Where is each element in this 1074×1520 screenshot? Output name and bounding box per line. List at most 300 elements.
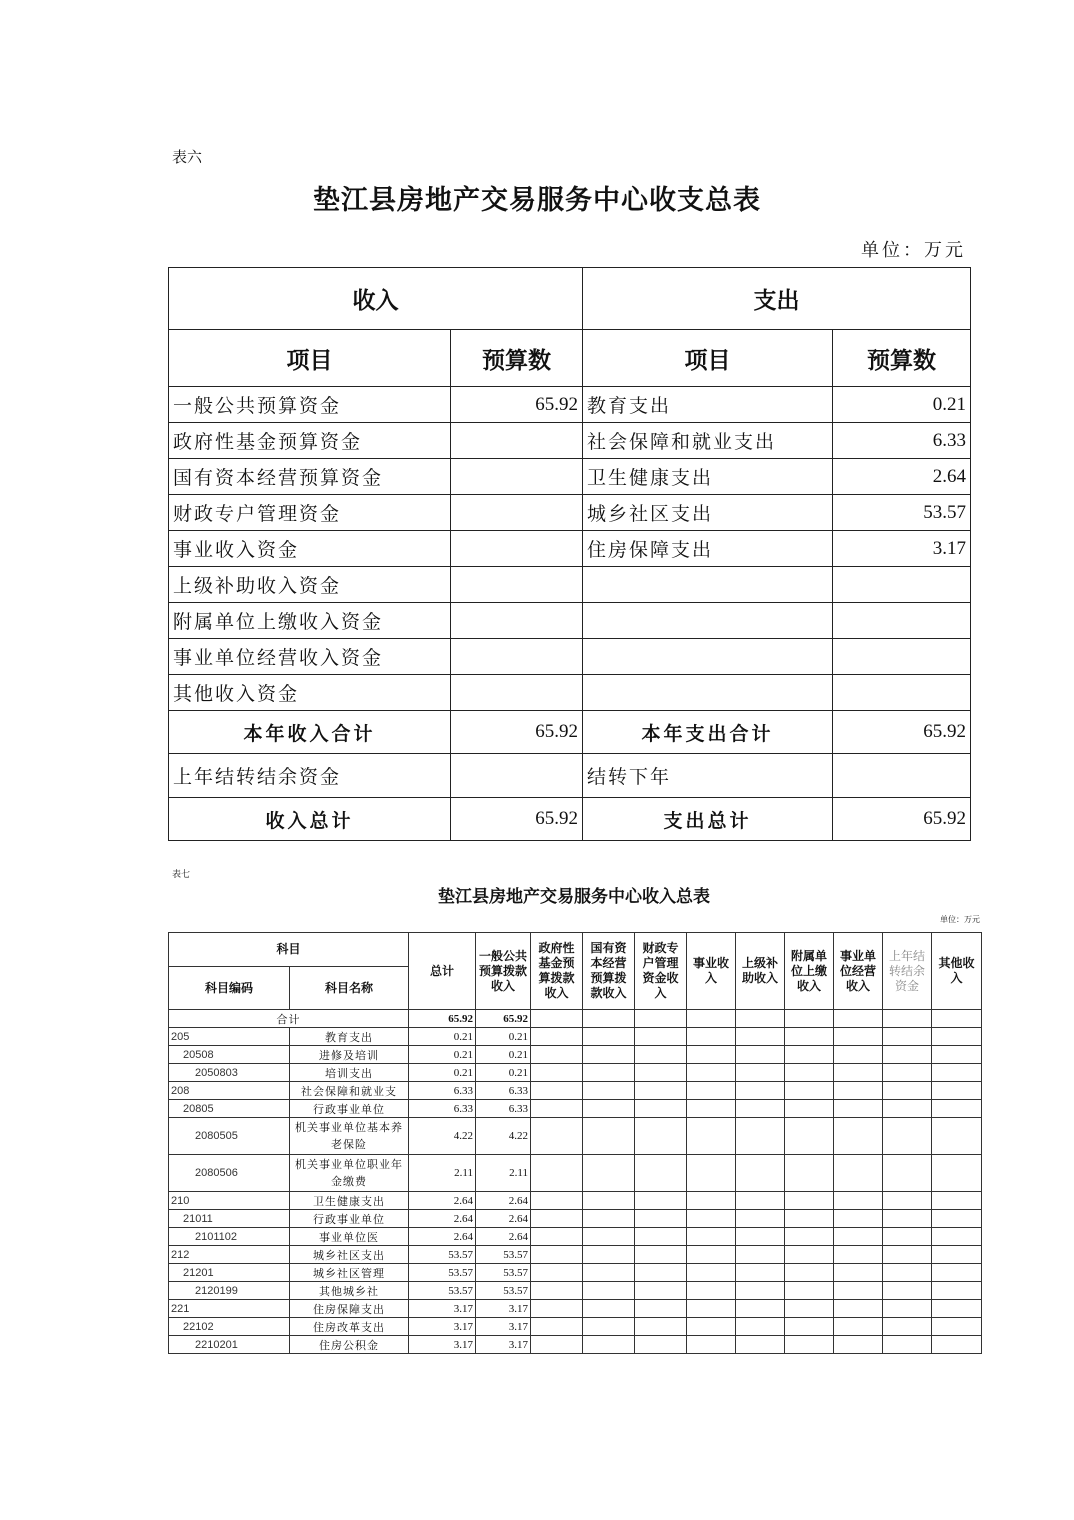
empty-cell <box>635 1192 687 1210</box>
subject-name-cell: 住房改革支出 <box>290 1318 409 1336</box>
empty-cell <box>883 1246 932 1264</box>
subject-code-cell: 2120199 <box>169 1282 290 1300</box>
empty-cell <box>883 1336 932 1354</box>
empty-cell <box>635 1336 687 1354</box>
empty-cell <box>583 1118 635 1155</box>
empty-cell <box>583 1082 635 1100</box>
business-income-header: 事业收入 <box>687 933 736 1010</box>
income-item-cell: 其他收入资金 <box>169 675 451 711</box>
empty-cell <box>583 1318 635 1336</box>
row-general-cell: 53.57 <box>476 1246 531 1264</box>
income-row <box>169 1155 982 1192</box>
empty-cell <box>785 1028 834 1046</box>
subject-name-cell: 社会保障和就业支 <box>290 1082 409 1100</box>
total-row-label: 合计 <box>169 1010 409 1028</box>
income-row <box>169 1228 982 1246</box>
empty-cell <box>583 1336 635 1354</box>
expense-amount-cell <box>833 603 971 639</box>
expense-amount-cell: 3.17 <box>833 531 971 567</box>
empty-cell <box>635 1264 687 1282</box>
income-amount-cell <box>451 459 583 495</box>
row-total-cell: 53.57 <box>409 1264 476 1282</box>
income-row <box>169 1046 982 1064</box>
income-row <box>169 1300 982 1318</box>
empty-cell <box>736 1155 785 1192</box>
empty-cell <box>583 1064 635 1082</box>
row-general-cell: 6.33 <box>476 1082 531 1100</box>
empty-cell <box>736 1192 785 1210</box>
empty-cell <box>932 1300 982 1318</box>
expense-item-cell: 住房保障支出 <box>583 531 833 567</box>
empty-cell <box>583 1282 635 1300</box>
subject-name-cell: 城乡社区管理 <box>290 1264 409 1282</box>
expense-amount-cell <box>833 567 971 603</box>
empty-cell <box>635 1155 687 1192</box>
empty-cell <box>785 1246 834 1264</box>
income-grand-total-label: 收入总计 <box>169 798 451 841</box>
empty-cell <box>736 1046 785 1064</box>
table7-label: 表七 <box>172 870 191 880</box>
empty-cell <box>531 1028 583 1046</box>
empty-cell <box>583 1010 635 1028</box>
empty-cell <box>834 1082 883 1100</box>
empty-cell <box>932 1082 982 1100</box>
subject-name-cell: 机关事业单位职业年金缴费 <box>290 1155 409 1192</box>
empty-cell <box>635 1010 687 1028</box>
row-total-cell: 53.57 <box>409 1246 476 1264</box>
empty-cell <box>932 1336 982 1354</box>
row-general-cell: 0.21 <box>476 1028 531 1046</box>
subject-code-cell: 2050803 <box>169 1064 290 1082</box>
empty-cell <box>635 1082 687 1100</box>
empty-cell <box>932 1010 982 1028</box>
empty-cell <box>834 1318 883 1336</box>
summary-total-row <box>169 711 971 754</box>
empty-cell <box>635 1228 687 1246</box>
summary-row <box>169 567 971 603</box>
empty-cell <box>834 1300 883 1318</box>
empty-cell <box>635 1118 687 1155</box>
empty-cell <box>531 1064 583 1082</box>
income-amount-cell <box>451 495 583 531</box>
empty-cell <box>531 1046 583 1064</box>
empty-cell <box>834 1028 883 1046</box>
row-total-cell: 2.64 <box>409 1228 476 1246</box>
empty-cell <box>635 1028 687 1046</box>
table7-title: 垫江县房地产交易服务中心收入总表 <box>438 887 710 907</box>
year-income-total-label: 本年收入合计 <box>169 711 451 754</box>
summary-row <box>169 675 971 711</box>
row-general-cell: 4.22 <box>476 1118 531 1155</box>
expense-amount-cell: 6.33 <box>833 423 971 459</box>
income-item-cell: 一般公共预算资金 <box>169 387 451 423</box>
subject-name-cell: 其他城乡社 <box>290 1282 409 1300</box>
empty-cell <box>736 1264 785 1282</box>
empty-cell <box>583 1192 635 1210</box>
empty-cell <box>583 1264 635 1282</box>
income-item-cell: 国有资本经营预算资金 <box>169 459 451 495</box>
empty-cell <box>932 1100 982 1118</box>
empty-cell <box>687 1192 736 1210</box>
subject-name-cell: 培训支出 <box>290 1064 409 1082</box>
expense-item-cell <box>583 603 833 639</box>
empty-cell <box>531 1264 583 1282</box>
subject-code-cell: 221 <box>169 1300 290 1318</box>
empty-cell <box>531 1082 583 1100</box>
subject-name-cell: 卫生健康支出 <box>290 1192 409 1210</box>
income-row <box>169 1064 982 1082</box>
empty-cell <box>932 1264 982 1282</box>
superior-subsidy-header: 上级补助收入 <box>736 933 785 1010</box>
carryover-income-label: 上年结转结余资金 <box>169 754 451 798</box>
row-total-cell: 3.17 <box>409 1336 476 1354</box>
subject-code-cell: 212 <box>169 1246 290 1264</box>
empty-cell <box>687 1300 736 1318</box>
income-item-cell: 事业收入资金 <box>169 531 451 567</box>
income-amount-cell <box>451 675 583 711</box>
expense-amount-cell <box>833 639 971 675</box>
income-item-cell: 财政专户管理资金 <box>169 495 451 531</box>
row-general-cell: 2.64 <box>476 1228 531 1246</box>
subject-code-cell: 22102 <box>169 1318 290 1336</box>
empty-cell <box>834 1210 883 1228</box>
empty-cell <box>531 1155 583 1192</box>
empty-cell <box>785 1318 834 1336</box>
empty-cell <box>531 1246 583 1264</box>
total-row-total: 65.92 <box>409 1010 476 1028</box>
empty-cell <box>736 1228 785 1246</box>
empty-cell <box>834 1100 883 1118</box>
row-general-cell: 2.11 <box>476 1155 531 1192</box>
name-header: 科目名称 <box>290 967 409 1010</box>
empty-cell <box>687 1118 736 1155</box>
empty-cell <box>687 1100 736 1118</box>
empty-cell <box>932 1028 982 1046</box>
empty-cell <box>635 1064 687 1082</box>
empty-cell <box>687 1318 736 1336</box>
row-total-cell: 2.64 <box>409 1192 476 1210</box>
empty-cell <box>583 1210 635 1228</box>
summary-total-row <box>169 798 971 841</box>
expense-item-cell: 城乡社区支出 <box>583 495 833 531</box>
empty-cell <box>785 1264 834 1282</box>
expense-budget-column-header: 预算数 <box>833 330 971 387</box>
subject-name-cell: 行政事业单位 <box>290 1100 409 1118</box>
empty-cell <box>583 1155 635 1192</box>
subject-code-cell: 2210201 <box>169 1336 290 1354</box>
subject-code-cell: 2080506 <box>169 1155 290 1192</box>
row-total-cell: 0.21 <box>409 1064 476 1082</box>
income-grand-total: 65.92 <box>451 798 583 841</box>
empty-cell <box>883 1118 932 1155</box>
income-row <box>169 1192 982 1210</box>
row-general-cell: 2.64 <box>476 1192 531 1210</box>
expense-amount-cell <box>833 675 971 711</box>
empty-cell <box>635 1246 687 1264</box>
year-expense-total-label: 本年支出合计 <box>583 711 833 754</box>
empty-cell <box>883 1028 932 1046</box>
income-amount-cell <box>451 603 583 639</box>
empty-cell <box>635 1046 687 1064</box>
income-row <box>169 1082 982 1100</box>
empty-cell <box>785 1155 834 1192</box>
row-general-cell: 2.64 <box>476 1210 531 1228</box>
row-general-cell: 0.21 <box>476 1064 531 1082</box>
summary-row <box>169 423 971 459</box>
income-row <box>169 1118 982 1155</box>
income-row <box>169 1282 982 1300</box>
empty-cell <box>687 1282 736 1300</box>
empty-cell <box>932 1192 982 1210</box>
total-row-general: 65.92 <box>476 1010 531 1028</box>
empty-cell <box>531 1282 583 1300</box>
gov-fund-header: 政府性基金预算拨款收入 <box>531 933 583 1010</box>
other-income-header: 其他收入 <box>932 933 982 1010</box>
subject-code-cell: 2101102 <box>169 1228 290 1246</box>
empty-cell <box>687 1028 736 1046</box>
year-income-total: 65.92 <box>451 711 583 754</box>
row-general-cell: 3.17 <box>476 1336 531 1354</box>
empty-cell <box>687 1336 736 1354</box>
income-item-cell: 上级补助收入资金 <box>169 567 451 603</box>
income-row <box>169 1100 982 1118</box>
empty-cell <box>785 1010 834 1028</box>
expense-grand-total-label: 支出总计 <box>583 798 833 841</box>
total-header: 总计 <box>409 933 476 1010</box>
empty-cell <box>834 1264 883 1282</box>
income-amount-cell <box>451 531 583 567</box>
empty-cell <box>583 1300 635 1318</box>
empty-cell <box>932 1318 982 1336</box>
affiliated-header: 附属单位上缴收入 <box>785 933 834 1010</box>
expense-amount-cell: 2.64 <box>833 459 971 495</box>
summary-row <box>169 495 971 531</box>
income-item-cell: 政府性基金预算资金 <box>169 423 451 459</box>
income-amount-cell <box>451 639 583 675</box>
empty-cell <box>932 1228 982 1246</box>
state-capital-header: 国有资本经营预算拨款收入 <box>583 933 635 1010</box>
empty-cell <box>583 1246 635 1264</box>
empty-cell <box>883 1282 932 1300</box>
year-expense-total: 65.92 <box>833 711 971 754</box>
empty-cell <box>635 1100 687 1118</box>
summary-row <box>169 387 971 423</box>
subject-code-cell: 20805 <box>169 1100 290 1118</box>
expense-item-cell <box>583 639 833 675</box>
empty-cell <box>736 1210 785 1228</box>
empty-cell <box>687 1246 736 1264</box>
empty-cell <box>531 1300 583 1318</box>
income-row <box>169 1264 982 1282</box>
expense-item-cell: 社会保障和就业支出 <box>583 423 833 459</box>
income-total-row <box>169 1010 982 1028</box>
code-header: 科目编码 <box>169 967 290 1010</box>
empty-cell <box>785 1046 834 1064</box>
empty-cell <box>531 1336 583 1354</box>
row-total-cell: 3.17 <box>409 1318 476 1336</box>
empty-cell <box>932 1064 982 1082</box>
subject-name-cell: 事业单位医 <box>290 1228 409 1246</box>
income-section-header: 收入 <box>169 268 583 330</box>
empty-cell <box>883 1318 932 1336</box>
subject-name-cell: 住房保障支出 <box>290 1300 409 1318</box>
operating-header: 事业单位经营收入 <box>834 933 883 1010</box>
empty-cell <box>785 1192 834 1210</box>
empty-cell <box>834 1228 883 1246</box>
summary-row <box>169 531 971 567</box>
empty-cell <box>834 1282 883 1300</box>
row-total-cell: 0.21 <box>409 1046 476 1064</box>
expense-section-header: 支出 <box>583 268 971 330</box>
empty-cell <box>883 1264 932 1282</box>
empty-cell <box>785 1118 834 1155</box>
empty-cell <box>531 1100 583 1118</box>
empty-cell <box>736 1336 785 1354</box>
empty-cell <box>834 1336 883 1354</box>
summary-row <box>169 459 971 495</box>
empty-cell <box>583 1028 635 1046</box>
subject-name-cell: 住房公积金 <box>290 1336 409 1354</box>
empty-cell <box>883 1192 932 1210</box>
income-row <box>169 1336 982 1354</box>
empty-cell <box>932 1282 982 1300</box>
empty-cell <box>834 1046 883 1064</box>
empty-cell <box>736 1010 785 1028</box>
empty-cell <box>932 1046 982 1064</box>
income-budget-column-header: 预算数 <box>451 330 583 387</box>
empty-cell <box>687 1228 736 1246</box>
subject-code-cell: 205 <box>169 1028 290 1046</box>
subject-name-cell: 城乡社区支出 <box>290 1246 409 1264</box>
empty-cell <box>736 1082 785 1100</box>
empty-cell <box>736 1300 785 1318</box>
empty-cell <box>883 1100 932 1118</box>
subject-name-cell: 行政事业单位 <box>290 1210 409 1228</box>
expense-item-cell <box>583 567 833 603</box>
fiscal-account-header: 财政专户管理资金收入 <box>635 933 687 1010</box>
subject-code-cell: 21011 <box>169 1210 290 1228</box>
empty-cell <box>687 1210 736 1228</box>
row-total-cell: 4.22 <box>409 1118 476 1155</box>
empty-cell <box>635 1300 687 1318</box>
row-total-cell: 2.11 <box>409 1155 476 1192</box>
subject-code-cell: 2080505 <box>169 1118 290 1155</box>
empty-cell <box>583 1228 635 1246</box>
empty-cell <box>531 1010 583 1028</box>
empty-cell <box>687 1064 736 1082</box>
empty-cell <box>635 1210 687 1228</box>
empty-cell <box>736 1028 785 1046</box>
income-amount-cell <box>451 423 583 459</box>
subject-code-cell: 210 <box>169 1192 290 1210</box>
empty-cell <box>785 1082 834 1100</box>
expense-item-cell: 卫生健康支出 <box>583 459 833 495</box>
empty-cell <box>834 1155 883 1192</box>
empty-cell <box>785 1282 834 1300</box>
subject-code-cell: 21201 <box>169 1264 290 1282</box>
empty-cell <box>736 1100 785 1118</box>
empty-cell <box>932 1155 982 1192</box>
income-expense-summary-table <box>168 267 971 841</box>
income-row <box>169 1246 982 1264</box>
income-item-cell: 事业单位经营收入资金 <box>169 639 451 675</box>
empty-cell <box>834 1118 883 1155</box>
empty-cell <box>834 1192 883 1210</box>
table6-unit: 单位：万元 <box>861 240 966 261</box>
empty-cell <box>736 1246 785 1264</box>
empty-cell <box>785 1300 834 1318</box>
expense-item-column-header: 项目 <box>583 330 833 387</box>
row-total-cell: 2.64 <box>409 1210 476 1228</box>
empty-cell <box>531 1118 583 1155</box>
empty-cell <box>883 1155 932 1192</box>
subject-name-cell: 进修及培训 <box>290 1046 409 1064</box>
empty-cell <box>687 1155 736 1192</box>
subject-code-cell: 208 <box>169 1082 290 1100</box>
row-general-cell: 53.57 <box>476 1264 531 1282</box>
expense-amount-cell: 0.21 <box>833 387 971 423</box>
empty-cell <box>531 1210 583 1228</box>
summary-row <box>169 639 971 675</box>
income-amount-cell: 65.92 <box>451 387 583 423</box>
empty-cell <box>531 1192 583 1210</box>
carryover-header: 上年结转结余资金 <box>883 933 932 1010</box>
summary-row <box>169 603 971 639</box>
empty-cell <box>834 1246 883 1264</box>
empty-cell <box>687 1264 736 1282</box>
table6-label: 表六 <box>172 148 203 166</box>
subject-name-cell: 机关事业单位基本养老保险 <box>290 1118 409 1155</box>
general-budget-header: 一般公共预算拨款收入 <box>476 933 531 1010</box>
row-general-cell: 53.57 <box>476 1282 531 1300</box>
subject-header: 科目 <box>169 933 409 967</box>
expense-item-cell: 教育支出 <box>583 387 833 423</box>
empty-cell <box>932 1246 982 1264</box>
empty-cell <box>635 1282 687 1300</box>
empty-cell <box>883 1082 932 1100</box>
empty-cell <box>785 1210 834 1228</box>
empty-cell <box>736 1282 785 1300</box>
subject-name-cell: 教育支出 <box>290 1028 409 1046</box>
carryover-expense <box>833 754 971 798</box>
empty-cell <box>883 1064 932 1082</box>
empty-cell <box>785 1336 834 1354</box>
empty-cell <box>635 1318 687 1336</box>
empty-cell <box>883 1300 932 1318</box>
empty-cell <box>687 1010 736 1028</box>
income-item-cell: 附属单位上缴收入资金 <box>169 603 451 639</box>
row-total-cell: 0.21 <box>409 1028 476 1046</box>
expense-grand-total: 65.92 <box>833 798 971 841</box>
row-total-cell: 6.33 <box>409 1082 476 1100</box>
empty-cell <box>687 1082 736 1100</box>
row-general-cell: 3.17 <box>476 1300 531 1318</box>
row-total-cell: 53.57 <box>409 1282 476 1300</box>
empty-cell <box>531 1318 583 1336</box>
empty-cell <box>687 1046 736 1064</box>
empty-cell <box>531 1228 583 1246</box>
income-row <box>169 1318 982 1336</box>
empty-cell <box>785 1228 834 1246</box>
empty-cell <box>834 1064 883 1082</box>
empty-cell <box>883 1010 932 1028</box>
empty-cell <box>932 1118 982 1155</box>
expense-item-cell <box>583 675 833 711</box>
empty-cell <box>736 1064 785 1082</box>
empty-cell <box>785 1064 834 1082</box>
subject-code-cell: 20508 <box>169 1046 290 1064</box>
empty-cell <box>883 1228 932 1246</box>
